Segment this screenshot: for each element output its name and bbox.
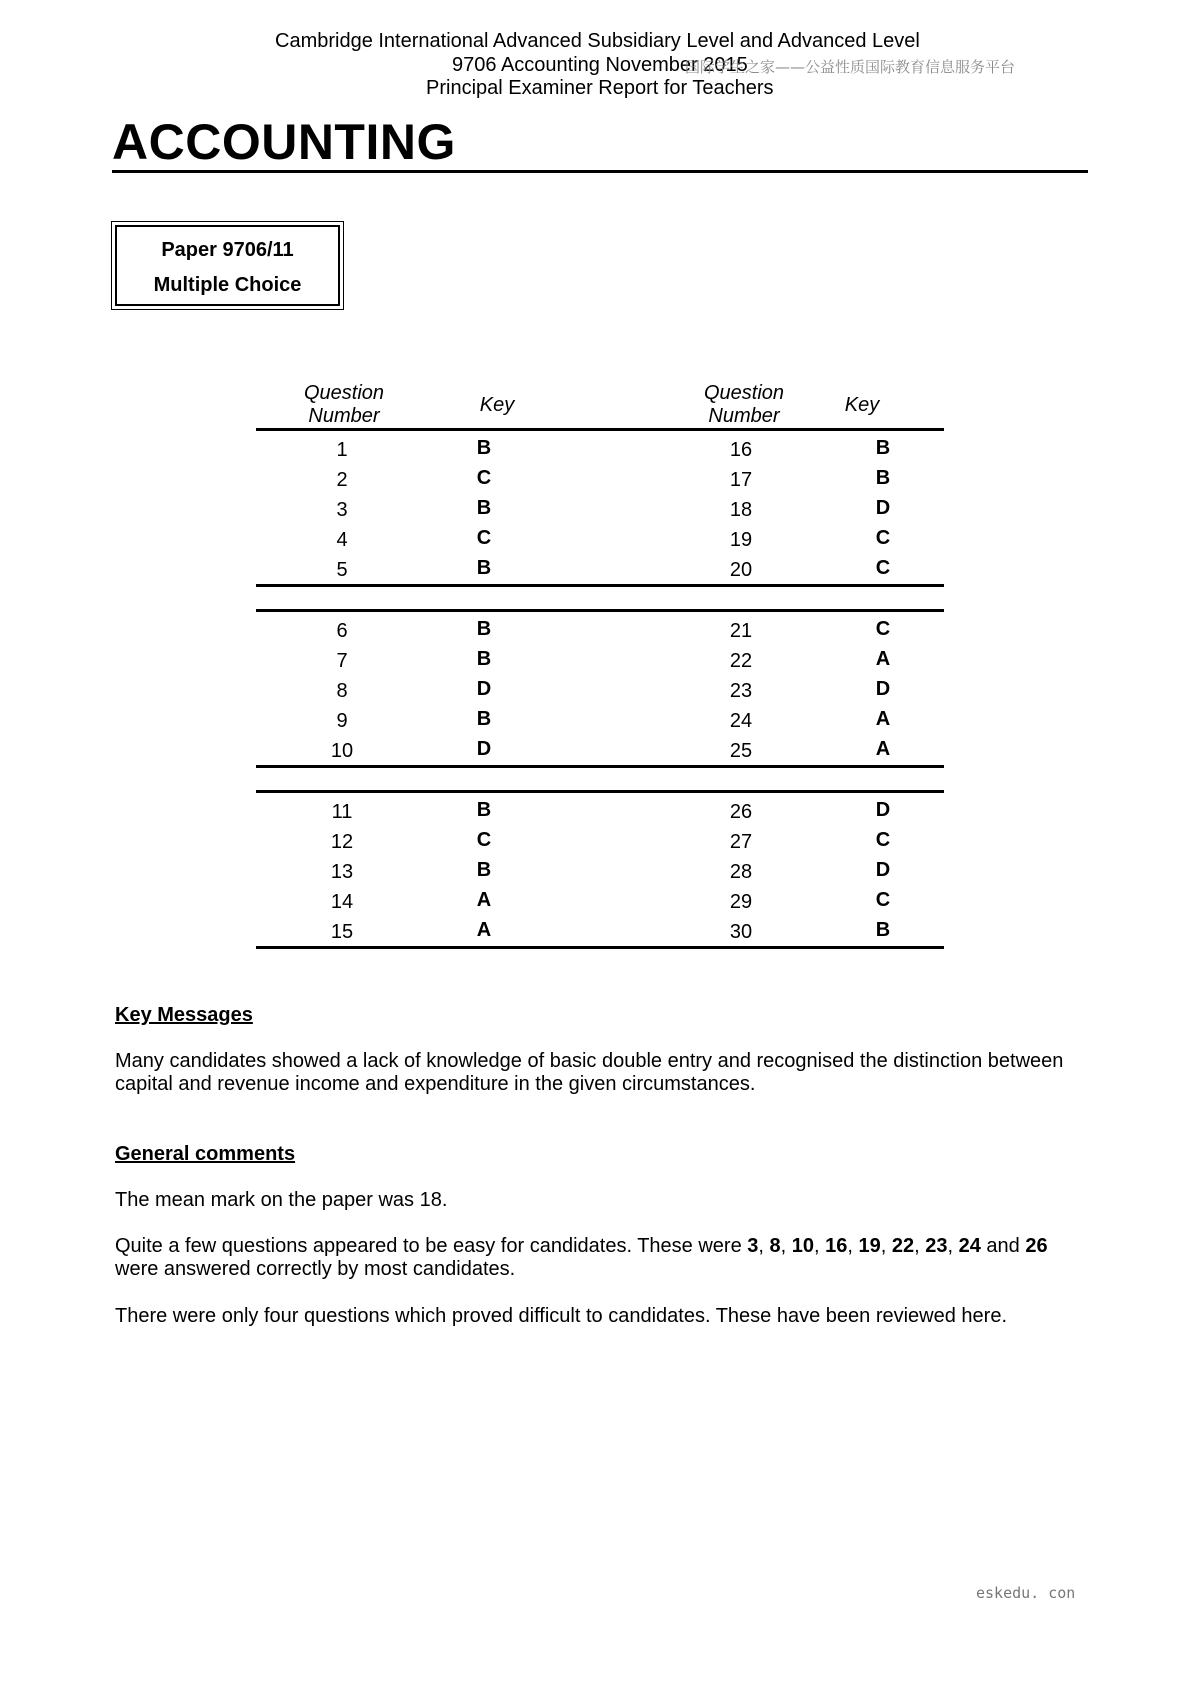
text-run: ,	[880, 1235, 892, 1257]
table-rule-top-1	[256, 428, 944, 431]
question-number-cell: 6	[336, 620, 348, 642]
question-number-cell: 10	[330, 740, 354, 762]
easy-question-number: 23	[925, 1235, 948, 1257]
question-number-cell: 1	[336, 439, 348, 461]
answer-key-cell: B	[476, 497, 492, 519]
answer-key-cell: D	[875, 678, 891, 700]
easy-question-number: 8	[769, 1235, 781, 1257]
question-number-cell: 26	[729, 801, 753, 823]
header-key-right: Key	[844, 394, 880, 416]
header-line-3: Principal Examiner Report for Teachers	[426, 77, 774, 99]
answer-key-cell: B	[875, 919, 891, 941]
answer-key-cell: B	[875, 467, 891, 489]
easy-question-number: 19	[858, 1235, 881, 1257]
answer-key-cell: C	[476, 527, 492, 549]
watermark: 国际学生之家——公益性质国际教育信息服务平台	[685, 58, 1016, 76]
title-underline	[112, 170, 1088, 173]
answer-key-cell: D	[875, 799, 891, 821]
question-number-cell: 20	[729, 559, 753, 581]
text-run: ,	[814, 1235, 826, 1257]
key-messages-text: Many candidates showed a lack of knowledge of basic double entry and recognised the distinction between capital and revenue income and expenditure in the given circumstances.	[115, 1050, 1064, 1095]
paper-type: Multiple Choice	[153, 274, 302, 296]
answer-key-cell: B	[476, 708, 492, 730]
answer-key-cell: C	[875, 557, 891, 579]
easy-question-number: 26	[1025, 1235, 1048, 1257]
answer-key-cell: B	[476, 859, 492, 881]
text-run: ,	[947, 1235, 959, 1257]
easy-question-number: 3	[747, 1235, 759, 1257]
easy-question-number: 22	[891, 1235, 915, 1257]
text-run: ,	[780, 1235, 792, 1257]
header-key-left: Key	[479, 394, 515, 416]
answer-key-cell: D	[875, 859, 891, 881]
text-run: ,	[758, 1235, 770, 1257]
question-number-cell: 13	[330, 861, 354, 883]
general-comments-p1: The mean mark on the paper was 18.	[115, 1189, 448, 1211]
question-number-cell: 12	[330, 831, 354, 853]
header-question-left-l1: Question	[303, 382, 385, 404]
question-number-cell: 9	[336, 710, 348, 732]
answer-key-cell: D	[476, 678, 492, 700]
question-number-cell: 30	[729, 921, 753, 943]
answer-key-cell: D	[476, 738, 492, 760]
key-messages-heading: Key Messages	[115, 1004, 253, 1026]
question-number-cell: 15	[330, 921, 354, 943]
question-number-cell: 24	[729, 710, 753, 732]
answer-key-cell: C	[476, 829, 492, 851]
general-comments-heading: General comments	[115, 1143, 296, 1165]
header-question-right	[684, 382, 804, 428]
answer-key-cell: B	[476, 648, 492, 670]
question-number-cell: 16	[729, 439, 753, 461]
answer-key-cell: C	[875, 889, 891, 911]
text-run: and	[980, 1235, 1026, 1257]
question-number-cell: 2	[336, 469, 348, 491]
answer-key-cell: B	[476, 618, 492, 640]
question-number-cell: 29	[729, 891, 753, 913]
answer-key-table	[256, 370, 944, 960]
question-number-cell: 17	[729, 469, 753, 491]
answer-key-cell: A	[476, 889, 492, 911]
easy-question-number: 16	[825, 1235, 848, 1257]
question-number-cell: 4	[336, 529, 348, 551]
answer-key-cell: C	[875, 618, 891, 640]
paper-box	[111, 221, 344, 310]
text-run: Quite a few questions appeared to be easy for candidates. These were	[115, 1235, 748, 1257]
general-comments-p2	[115, 1235, 1075, 1281]
table-rule-bottom-3	[256, 946, 944, 949]
text-run: ,	[914, 1235, 926, 1257]
answer-key-cell: A	[875, 708, 891, 730]
question-number-cell: 11	[331, 801, 353, 823]
paper-box-inner	[115, 225, 340, 306]
paper-code: Paper 9706/11	[161, 239, 294, 261]
answer-key-cell: A	[875, 648, 891, 670]
question-number-cell: 23	[729, 680, 753, 702]
answer-key-cell: D	[875, 497, 891, 519]
answer-key-cell: B	[875, 437, 891, 459]
question-number-cell: 28	[729, 861, 753, 883]
question-number-cell: 7	[336, 650, 348, 672]
answer-key-cell: C	[875, 527, 891, 549]
question-number-cell: 19	[729, 529, 753, 551]
question-number-cell: 27	[729, 831, 753, 853]
table-rule-top-3	[256, 790, 944, 793]
answer-key-cell: B	[476, 799, 492, 821]
question-number-cell: 18	[729, 499, 753, 521]
question-number-cell: 8	[336, 680, 348, 702]
table-rule-bottom-1	[256, 584, 944, 587]
header-question-right-l2: Number	[708, 405, 780, 427]
answer-key-cell: B	[476, 557, 492, 579]
footer-watermark: eskedu. con	[976, 1584, 1076, 1602]
answer-key-cell: C	[476, 467, 492, 489]
general-comments-p3: There were only four questions which proved difficult to candidates. These have been reviewed here.	[115, 1305, 1008, 1327]
text-run: ,	[847, 1235, 859, 1257]
header-question-right-l1: Question	[703, 382, 785, 404]
header-line-2: 9706 Accounting November 2015	[452, 54, 748, 76]
table-rule-top-2	[256, 609, 944, 612]
header-question-left	[284, 382, 404, 428]
easy-question-number: 24	[958, 1235, 981, 1257]
question-number-cell: 14	[330, 891, 354, 913]
question-number-cell: 3	[336, 499, 348, 521]
question-number-cell: 22	[729, 650, 753, 672]
text-run: were answered correctly by most candidates.	[115, 1258, 516, 1280]
answer-key-cell: C	[875, 829, 891, 851]
page-title: ACCOUNTING	[112, 114, 456, 170]
answer-key-cell: A	[875, 738, 891, 760]
table-rule-bottom-2	[256, 765, 944, 768]
header-line-1: Cambridge International Advanced Subsidiary Level and Advanced Level	[275, 30, 920, 52]
question-number-cell: 5	[336, 559, 348, 581]
answer-key-cell: B	[476, 437, 492, 459]
easy-question-number: 10	[791, 1235, 814, 1257]
answer-key-cell: A	[476, 919, 492, 941]
question-number-cell: 21	[729, 620, 753, 642]
question-number-cell: 25	[729, 740, 753, 762]
header-question-left-l2: Number	[308, 405, 380, 427]
